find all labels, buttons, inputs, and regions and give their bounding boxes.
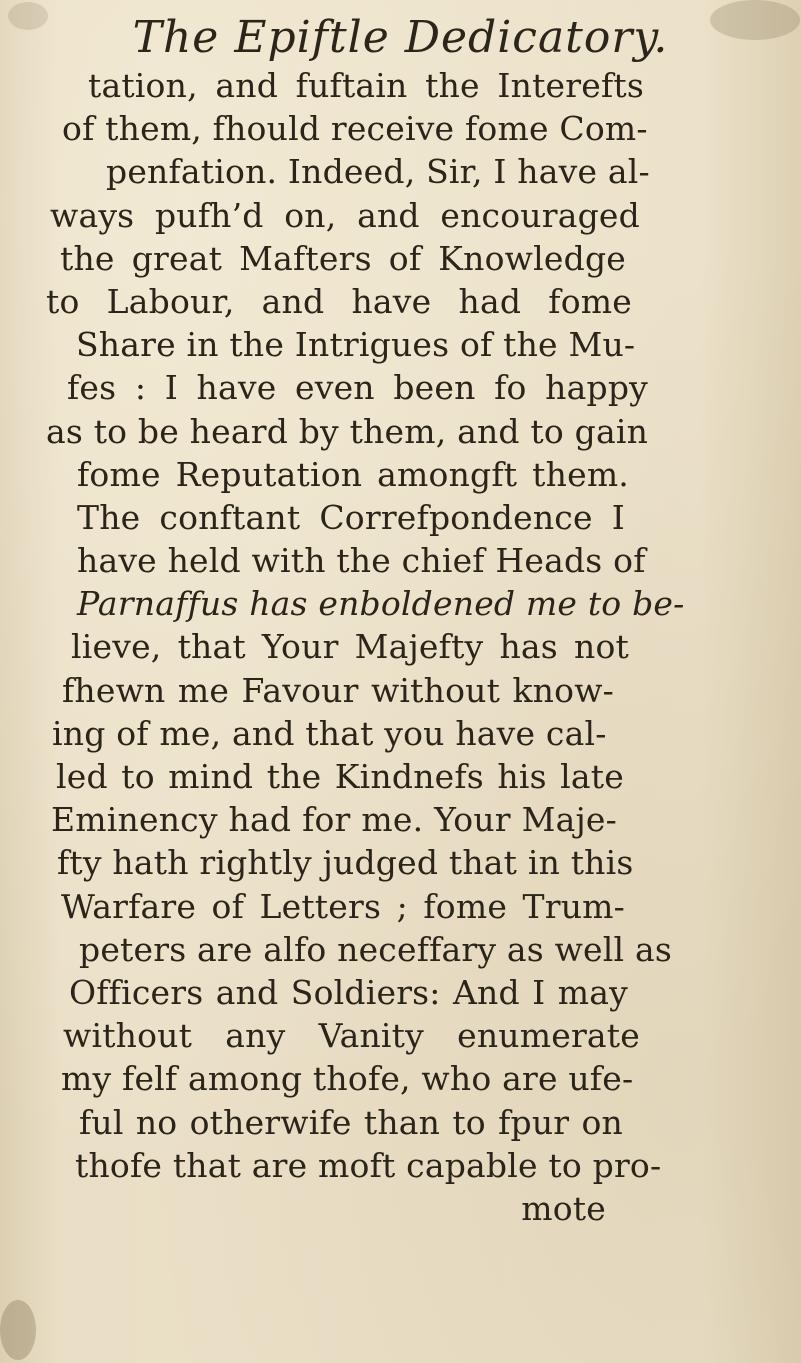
text-line: without any Vanity enumerate	[63, 1016, 640, 1056]
text-line: The conftant Correfpondence I	[77, 497, 625, 537]
text-line: Parnaffus has enboldened me to be-	[77, 584, 685, 624]
text-line: ful no otherwife than to fpur on	[79, 1102, 623, 1142]
text-line: Officers and Soldiers: And I may	[69, 972, 628, 1012]
text-line: Warfare of Letters ; fome Trum-	[61, 886, 625, 926]
text-line: to Labour, and have had fome	[46, 281, 632, 321]
text-line: tation, and fuftain the Interefts	[88, 66, 644, 105]
text-body	[46, 64, 686, 1230]
text-line: thofe that are moft capable to pro-	[75, 1145, 662, 1185]
text-line: the great Mafters of Knowledge	[60, 238, 626, 278]
text-line: lieve, that Your Majefty has not	[71, 627, 629, 667]
text-line: Share in the Intrigues of the Mu-	[76, 325, 636, 365]
text-line: fty hath rightly judged that in this	[57, 843, 634, 883]
text-line: fes : I have even been fo happy	[67, 368, 648, 408]
catchword: mote	[521, 1188, 606, 1228]
text-line: ing of me, and that you have cal-	[52, 713, 607, 753]
text-line: as to be heard by them, and to gain	[46, 411, 649, 451]
text-line: led to mind the Kindnefs his late	[56, 757, 624, 796]
text-line: penfation. Indeed, Sir, I have al-	[106, 152, 650, 192]
text-line: of them, fhould receive fome Com-	[62, 109, 648, 149]
text-line: have held with the chief Heads of	[77, 541, 646, 581]
paper-stain	[0, 1300, 36, 1360]
text-line: ways pufh’d on, and encouraged	[50, 195, 640, 235]
text-line: peters are alfo neceffary as well as	[79, 929, 672, 969]
running-header: The Epiftle Dedicatory.	[132, 12, 669, 63]
text-line: my felf among thofe, who are ufe-	[61, 1059, 634, 1099]
text-line: fome Reputation amongft them.	[77, 454, 629, 494]
text-line: fhewn me Favour without know-	[62, 670, 614, 710]
text-line: Eminency had for me. Your Maje-	[51, 800, 617, 840]
